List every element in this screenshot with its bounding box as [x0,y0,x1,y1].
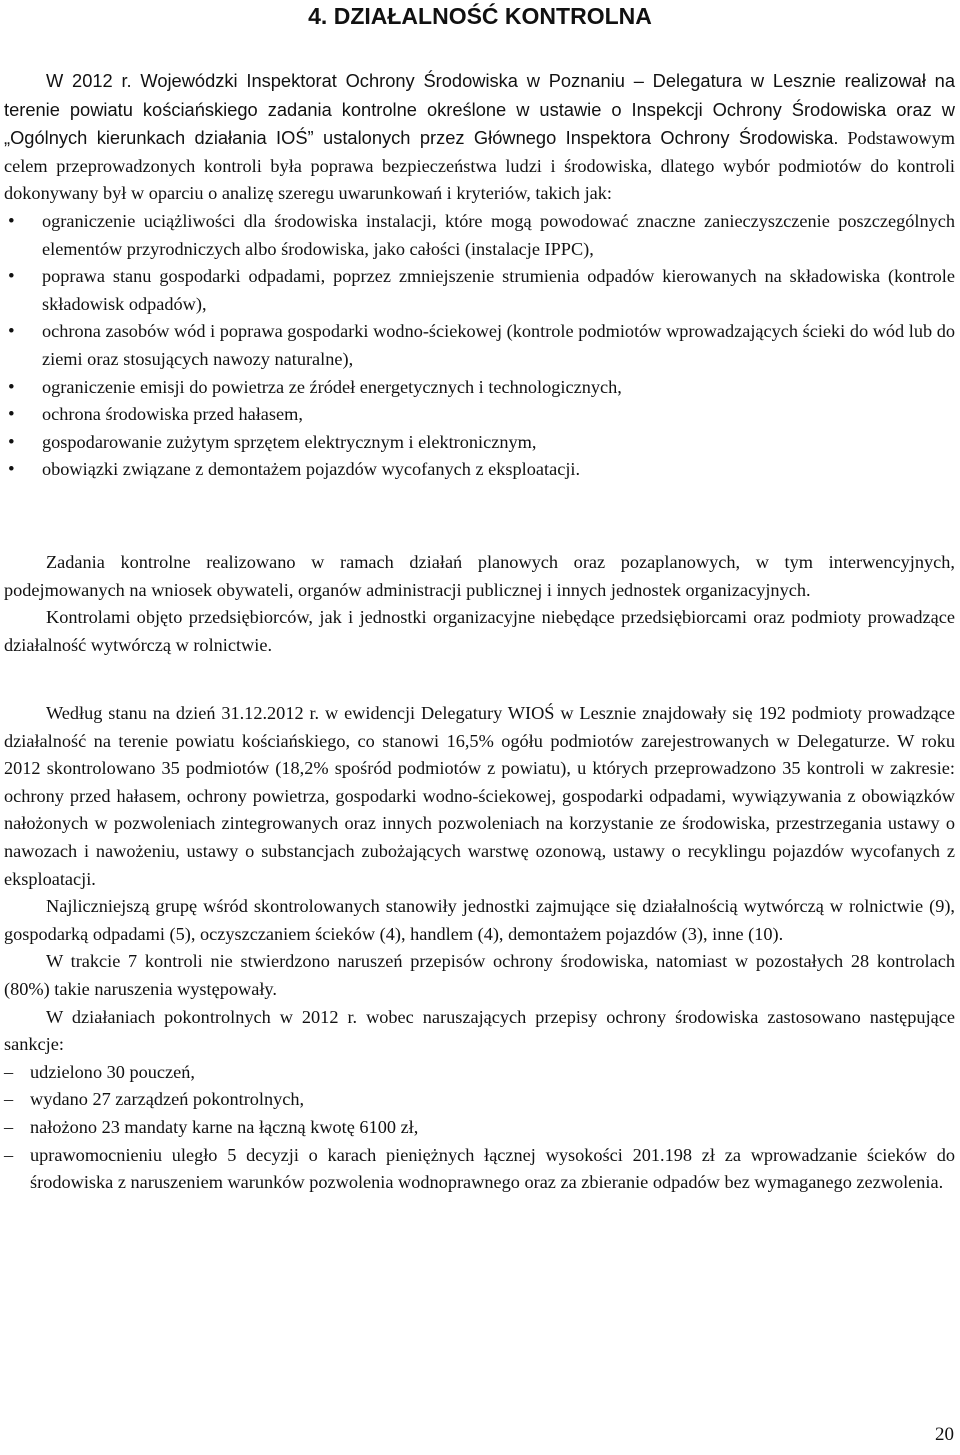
tasks-block [4,549,955,659]
criteria-list [4,208,955,484]
intro-paragraph [4,67,955,208]
intro-serif-text: Podstawowym celem przeprowadzonych kontroli była poprawa bezpieczeństwa ludzi i środowiska, dlatego wybór podmiotów do kontroli dokonywany był w oparciu o analizę szeregu uwarunkowań i kryteriów, takich jak: [4,128,955,204]
criteria-item: • ochrona środowiska przed hałasem, [4,401,955,429]
violations-paragraph: W trakcie 7 kontroli nie stwierdzono naruszeń przepisów ochrony środowiska, natomiast w pozostałych 28 kontrolach (80%) takie naruszenia występowały. [4,951,955,999]
sanction-item: – uprawomocnieniu uległo 5 decyzji o karach pieniężnych łącznej wysokości 201.198 zł za wprowadzanie ścieków do środowiska z naruszeniem warunków pozwolenia wodnoprawnego oraz za zbieranie odpadów bez wymaganego zezwolenia. [4,1142,955,1197]
scope-paragraph: Kontrolami objęto przedsiębiorców, jak i jednostki organizacyjne niebędące przedsiębiorcami oraz podmioty prowadzące działalność wytwórczą w rolnictwie. [4,607,955,655]
intro-sans-text: W 2012 r. Wojewódzki Inspektorat Ochrony Środowiska w Poznaniu – Delegatura w Lesznie realizował na terenie powiatu kościańskiego zadania kontrolne określone w ustawie o Inspekcji Ochrony Środowiska oraz w „Ogólnych kierunkach działania IOŚ” ustalonych przez Głównego Inspektora Ochrony Środowiska. [4,70,955,149]
criteria-item: • ochrona zasobów wód i poprawa gospodarki wodno-ściekowej (kontrole podmiotów wprowadzających ścieki do wód lub do ziemi oraz stosujących nawozy naturalne), [4,318,955,373]
criteria-item: • ograniczenie emisji do powietrza ze źródeł energetycznych i technologicznych, [4,374,955,402]
statistics-block [4,700,955,1197]
page-number: 20 [935,1424,954,1445]
criteria-item: • gospodarowanie zużytym sprzętem elektrycznym i elektronicznym, [4,429,955,457]
post-inspection-paragraph: W działaniach pokontrolnych w 2012 r. wobec naruszających przepisy ochrony środowiska zastosowano następujące sankcje: [4,1006,955,1055]
tasks-paragraph: Zadania kontrolne realizowano w ramach działań planowych oraz pozaplanowych, w tym interwencyjnych, podejmowanych na wniosek obywateli, organów administracji publicznej i innych jednostek organizacyjnych. [4,552,955,600]
sanction-item: – wydano 27 zarządzeń pokontrolnych, [4,1086,955,1114]
sanction-item: – nałożono 23 mandaty karne na łączną kwotę 6100 zł, [4,1114,955,1142]
groups-paragraph: Najliczniejszą grupę wśród skontrolowanych stanowiły jednostki zajmujące się działalnością wytwórczą w rolnictwie (9), gospodarką odpadami (5), oczyszczaniem ścieków (4), handlem (4), demontażem pojazdów (3), inne (10). [4,896,955,944]
intro-block [4,67,955,484]
criteria-item: • poprawa stanu gospodarki odpadami, poprzez zmniejszenie strumienia odpadów kierowanych na składowiska (kontrole składowisk odpadów), [4,263,955,318]
sanctions-list [4,1059,955,1197]
section-heading: 4. DZIAŁALNOŚĆ KONTROLNA [308,3,652,29]
criteria-item: • obowiązki związane z demontażem pojazdów wycofanych z eksploatacji. [4,456,955,484]
sanction-item: – udzielono 30 pouczeń, [4,1059,955,1087]
status-paragraph: Według stanu na dzień 31.12.2012 r. w ewidencji Delegatury WIOŚ w Lesznie znajdowały się 192 podmioty prowadzące działalność na terenie powiatu kościańskiego, co stanowi 16,5% ogółu podmiotów zarejestrowanych w Delegaturze. W roku 2012 skontrolowano 35 podmiotów (18,2% spośród podmiotów z powiatu), u których przeprowadzono 35 kontroli w zakresie: ochrony przed hałasem, ochrony powietrza, gospodarki wodno-ściekowej, gospodarki odpadami, wywiązywania z obowiązków nałożonych w pozwoleniach zintegrowanych oraz innych pozwoleniach na korzystanie ze środowiska, przestrzegania ustawy o nawozach i nawożeniu, ustawy o substancjach zubożających warstwę ozonową, ustawy o recyklingu pojazdów wycofanych z eksploatacji. [4,703,955,889]
criteria-item: • ograniczenie uciążliwości dla środowiska instalacji, które mogą powodować znaczne zanieczyszczenie poszczególnych elementów przyrodniczych albo środowiska, jako całości (instalacje IPPC), [4,208,955,263]
